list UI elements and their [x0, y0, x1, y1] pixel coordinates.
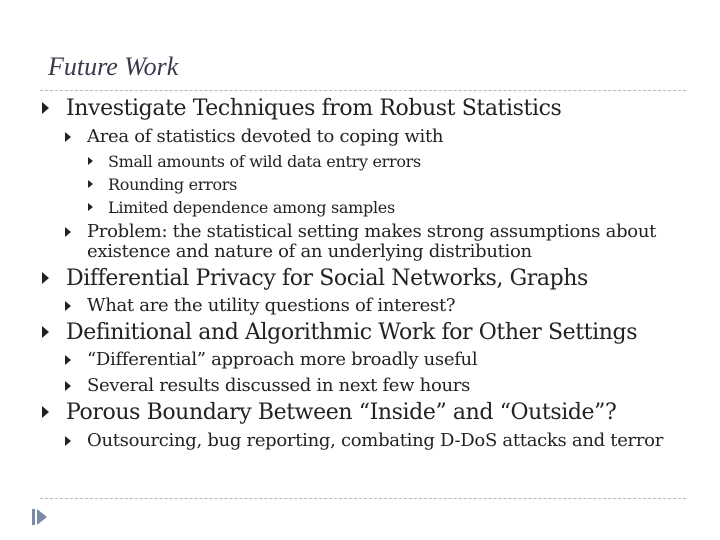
bullet-arrow-icon: [42, 326, 49, 338]
bullet-text: Outsourcing, bug reporting, combating D-DoS attacks and terror: [87, 430, 663, 451]
title-divider: [40, 90, 686, 91]
footer-divider: [40, 498, 686, 499]
bullet-arrow-icon: [88, 157, 93, 165]
bullet-text: Porous Boundary Between “Inside” and “Outside”?: [66, 400, 617, 425]
bullet-text-line1: Problem: the statistical setting makes strong assumptions about: [87, 221, 657, 242]
bullet-arrow-icon: [88, 203, 93, 211]
bullet-text: “Differential” approach more broadly useful: [87, 349, 478, 370]
bullet-text: Investigate Techniques from Robust Statistics: [66, 96, 562, 121]
bullet-text: Limited dependence among samples: [108, 198, 395, 217]
bullet-text: Several results discussed in next few hours: [87, 375, 471, 396]
bullet-arrow-icon: [65, 132, 71, 142]
bullet-arrow-icon: [42, 406, 49, 418]
bullet-text: Small amounts of wild data entry errors: [108, 152, 421, 171]
bullet-arrow-icon: [42, 272, 49, 284]
bullet-arrow-icon: [65, 301, 71, 311]
bullet-text: Rounding errors: [108, 175, 238, 194]
bullet-arrow-icon: [88, 180, 93, 188]
bullet-arrow-icon: [42, 102, 49, 114]
bullet-text: Area of statistics devoted to coping with: [87, 126, 444, 147]
bullet-text: What are the utility questions of interest?: [87, 295, 456, 316]
bullet-arrow-icon: [65, 436, 71, 446]
bullet-text: Differential Privacy for Social Networks, Graphs: [66, 266, 588, 291]
slide-title: Future Work: [48, 52, 179, 81]
bullet-text-line2: existence and nature of an underlying distribution: [87, 241, 532, 262]
bullet-arrow-icon: [65, 227, 71, 237]
bullet-text: Definitional and Algorithmic Work for Other Settings: [66, 320, 638, 345]
slide-nav-arrow-icon[interactable]: [30, 506, 50, 528]
bullet-arrow-icon: [65, 355, 71, 365]
bullet-arrow-icon: [65, 381, 71, 391]
